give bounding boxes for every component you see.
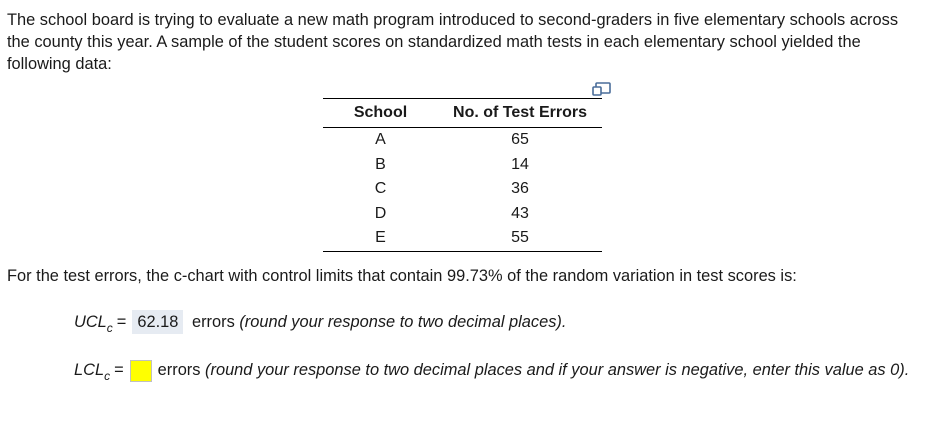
school-cell: C xyxy=(374,180,387,198)
lcl-unit: errors xyxy=(157,361,201,379)
errors-cell: 14 xyxy=(511,155,529,173)
lcl-answer-input[interactable] xyxy=(130,360,152,382)
column-header-errors: No. of Test Errors xyxy=(438,99,602,128)
data-table xyxy=(323,98,602,252)
school-cell: A xyxy=(375,131,386,149)
errors-cell: 36 xyxy=(511,180,529,198)
errors-cell: 43 xyxy=(511,204,529,222)
table-row xyxy=(323,202,602,227)
errors-cell: 55 xyxy=(438,226,602,251)
copy-table-icon[interactable] xyxy=(591,80,613,98)
ucl-row xyxy=(74,310,566,339)
ucl-answer-value[interactable]: 62.18 xyxy=(132,310,183,334)
ucl-note: (round your response to two decimal places). xyxy=(239,313,567,331)
table-row xyxy=(323,177,602,202)
school-cell: D xyxy=(374,204,387,222)
lcl-row xyxy=(74,359,914,387)
ucl-unit: errors xyxy=(191,313,235,331)
lcl-equals: = xyxy=(114,361,124,379)
school-cell: B xyxy=(375,155,386,173)
table-row xyxy=(323,153,602,178)
table-row xyxy=(323,128,602,153)
lcl-note: (round your response to two decimal places and if your answer is negative, enter this value as 0). xyxy=(205,361,910,379)
school-cell: E xyxy=(323,226,438,251)
table-header-row xyxy=(323,99,602,128)
ucl-equals: = xyxy=(116,313,127,331)
problem-intro: The school board is trying to evaluate a new math program introduced to second-graders in five elementary schools across the county this year. A sample of the student scores on standardized math tests in each elementary school yielded the following data: xyxy=(7,11,899,73)
column-header-school: School xyxy=(323,99,438,128)
errors-cell: 65 xyxy=(511,131,529,149)
question-text: For the test errors, the c-chart with control limits that contain 99.73% of the random variation in test scores is: xyxy=(7,267,797,285)
lcl-label: $LCL_c$ xyxy=(74,361,111,383)
ucl-label: $UCL_c$ xyxy=(74,313,113,335)
table-row xyxy=(323,226,602,251)
